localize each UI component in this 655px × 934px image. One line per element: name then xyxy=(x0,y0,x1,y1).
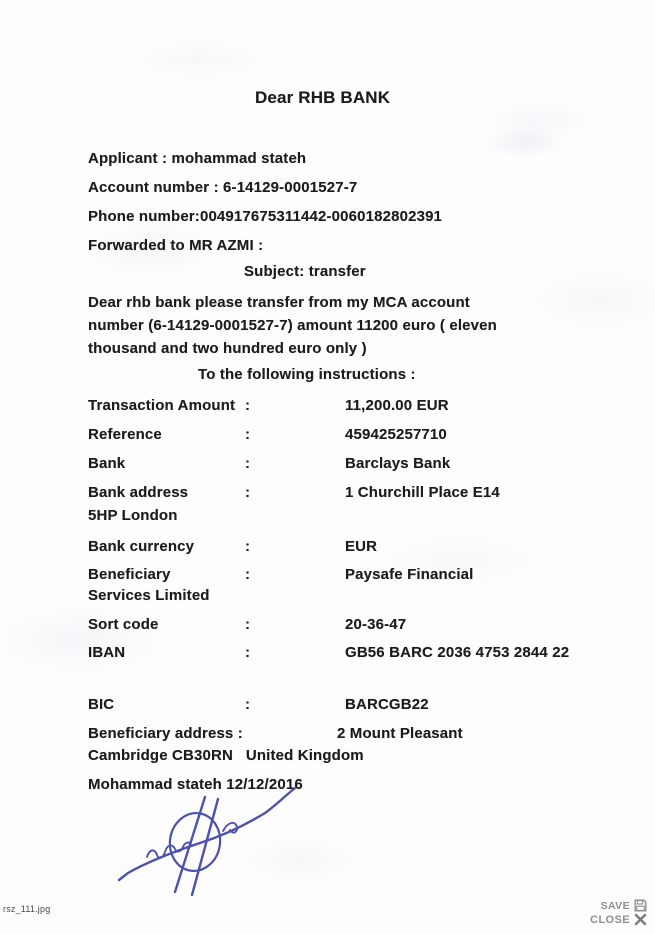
row-label: BIC xyxy=(88,696,115,713)
row-colon: : xyxy=(245,616,251,633)
row-value: 2 Mount Pleasant xyxy=(337,725,463,742)
row-colon: : xyxy=(245,538,251,555)
row-label: Reference xyxy=(88,426,162,443)
close-button[interactable] xyxy=(590,913,647,926)
close-x-icon xyxy=(634,913,647,926)
row-colon: : xyxy=(245,455,251,472)
detail-row-bank-currency xyxy=(88,538,618,556)
detail-row-beneficiary xyxy=(88,566,618,584)
row-colon: : xyxy=(245,566,251,583)
row-value: Paysafe Financial xyxy=(345,566,474,583)
close-button-label: CLOSE xyxy=(590,913,630,926)
row-label: Bank currency xyxy=(88,538,195,555)
viewer-controls xyxy=(590,899,647,926)
row-value: Barclays Bank xyxy=(345,455,451,472)
row-label: IBAN xyxy=(88,644,126,661)
detail-row-bank xyxy=(88,455,618,473)
beneficiary-address-continuation: Cambridge CB30RN United Kingdom xyxy=(88,747,364,764)
row-label: Bank address xyxy=(88,484,189,501)
row-colon: : xyxy=(245,426,251,443)
detail-row-reference xyxy=(88,426,618,444)
body-line-1: Dear rhb bank please transfer from my MCA account xyxy=(88,294,470,311)
detail-row-sort-code xyxy=(88,616,618,634)
row-value: BARCGB22 xyxy=(345,696,429,713)
row-label: Sort code xyxy=(88,616,159,633)
row-label: Transaction Amount xyxy=(88,397,236,414)
row-value: 20-36-47 xyxy=(345,616,407,633)
filename-label: rsz_111.jpg xyxy=(3,904,51,914)
detail-row-beneficiary-address xyxy=(88,725,618,743)
row-value: 1 Churchill Place E14 xyxy=(345,484,500,501)
row-value: EUR xyxy=(345,538,378,555)
body-line-3: thousand and two hundred euro only ) xyxy=(88,340,367,357)
applicant-line: Applicant : mohammad stateh xyxy=(88,150,307,167)
row-colon: : xyxy=(245,397,251,414)
row-label: Bank xyxy=(88,455,126,472)
floppy-disk-icon xyxy=(634,899,647,912)
instructions-heading: To the following instructions : xyxy=(198,366,416,383)
handwritten-signature-ink xyxy=(95,780,345,900)
save-button-label: SAVE xyxy=(600,899,630,912)
body-line-2: number (6-14129-0001527-7) amount 11200 euro ( eleven xyxy=(88,317,497,334)
subject-line: Subject: transfer xyxy=(244,263,366,280)
detail-row-bank-address xyxy=(88,484,618,502)
save-button[interactable] xyxy=(601,899,647,912)
signature-name-date-line: Mohammad stateh 12/12/2016 xyxy=(88,776,303,793)
detail-row-iban xyxy=(88,644,618,662)
detail-row-bic xyxy=(88,696,618,714)
bank-address-continuation: 5HP London xyxy=(88,507,178,524)
row-colon: : xyxy=(245,644,251,661)
row-label: Beneficiary xyxy=(88,566,171,583)
row-value: GB56 BARC 2036 4753 2844 22 xyxy=(345,644,570,661)
detail-row-transaction-amount xyxy=(88,397,618,415)
forwarded-to-line: Forwarded to MR AZMI : xyxy=(88,237,264,254)
row-colon: : xyxy=(245,696,251,713)
letter-salutation: Dear RHB BANK xyxy=(255,88,391,107)
row-label: Beneficiary address : xyxy=(88,725,243,742)
row-colon: : xyxy=(245,484,251,501)
account-number-line: Account number : 6-14129-0001527-7 xyxy=(88,179,358,196)
beneficiary-continuation: Services Limited xyxy=(88,587,210,604)
phone-number-line: Phone number:004917675311442-0060182802391 xyxy=(88,208,443,225)
row-value: 459425257710 xyxy=(345,426,447,443)
row-value: 11,200.00 EUR xyxy=(345,397,449,414)
